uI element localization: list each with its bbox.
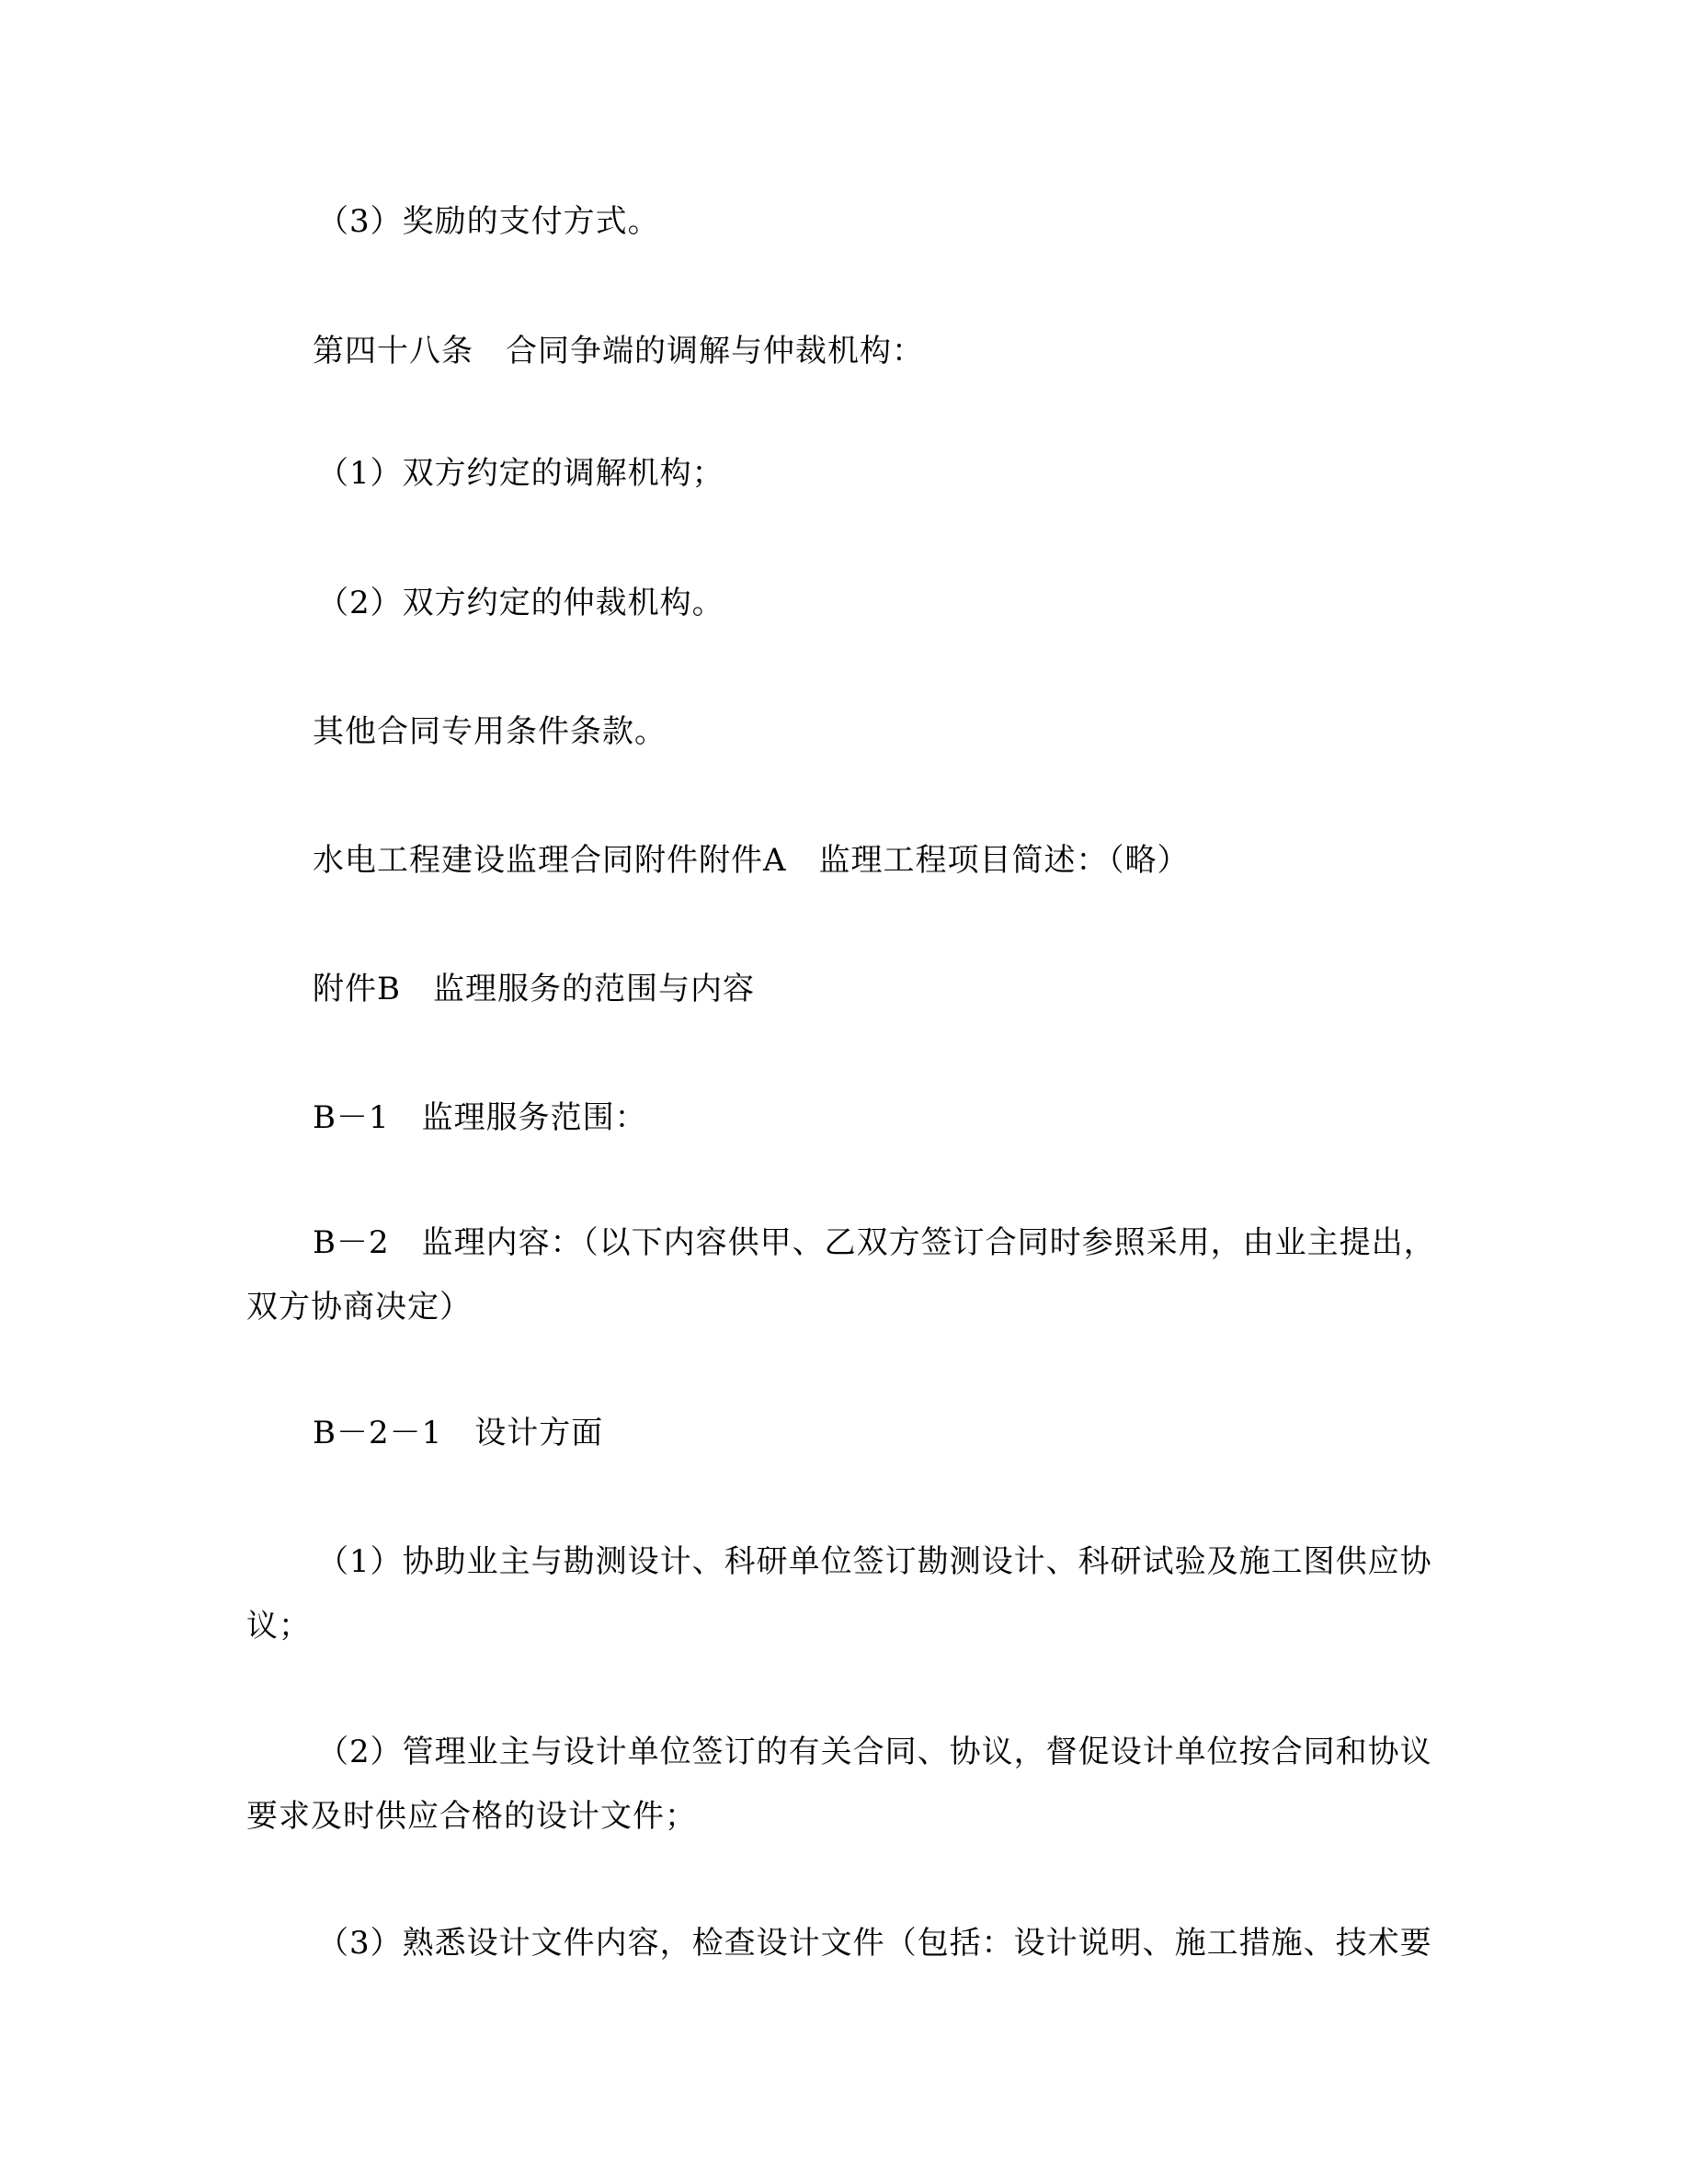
paragraph-arbitration-body: （2）双方约定的仲裁机构。 (317, 585, 724, 621)
section-b2-line2: 双方协商决定） (246, 1289, 472, 1325)
section-b2-line1: B－2 监理内容：（以下内容供甲、乙双方签订合同时参照采用，由业主提出， (313, 1224, 1436, 1261)
item-1-line1: （1）协助业主与勘测设计、科研单位签订勘测设计、科研试验及施工图供应协 (317, 1543, 1432, 1580)
section-b21-heading: B－2－1 设计方面 (313, 1415, 604, 1451)
paragraph-reward-payment: （3）奖励的支付方式。 (317, 203, 660, 240)
paragraph-mediation-body: （1）双方约定的调解机构； (317, 455, 724, 492)
article-48-heading: 第四十八条 合同争端的调解与仲裁机构： (313, 333, 924, 370)
item-2-line1: （2）管理业主与设计单位签订的有关合同、协议，督促设计单位按合同和协议 (317, 1734, 1432, 1770)
appendix-b-heading: 附件B 监理服务的范围与内容 (313, 971, 755, 1007)
item-1-line2: 议； (246, 1608, 311, 1644)
appendix-a-heading: 水电工程建设监理合同附件附件A 监理工程项目简述：（略） (313, 842, 1190, 879)
section-b1-heading: B－1 监理服务范围： (313, 1099, 647, 1136)
paragraph-other-terms: 其他合同专用条件条款。 (313, 713, 667, 750)
item-2-line2: 要求及时供应合格的设计文件； (246, 1798, 697, 1835)
item-3-line1: （3）熟悉设计文件内容，检查设计文件（包括：设计说明、施工措施、技术要 (317, 1925, 1432, 1962)
